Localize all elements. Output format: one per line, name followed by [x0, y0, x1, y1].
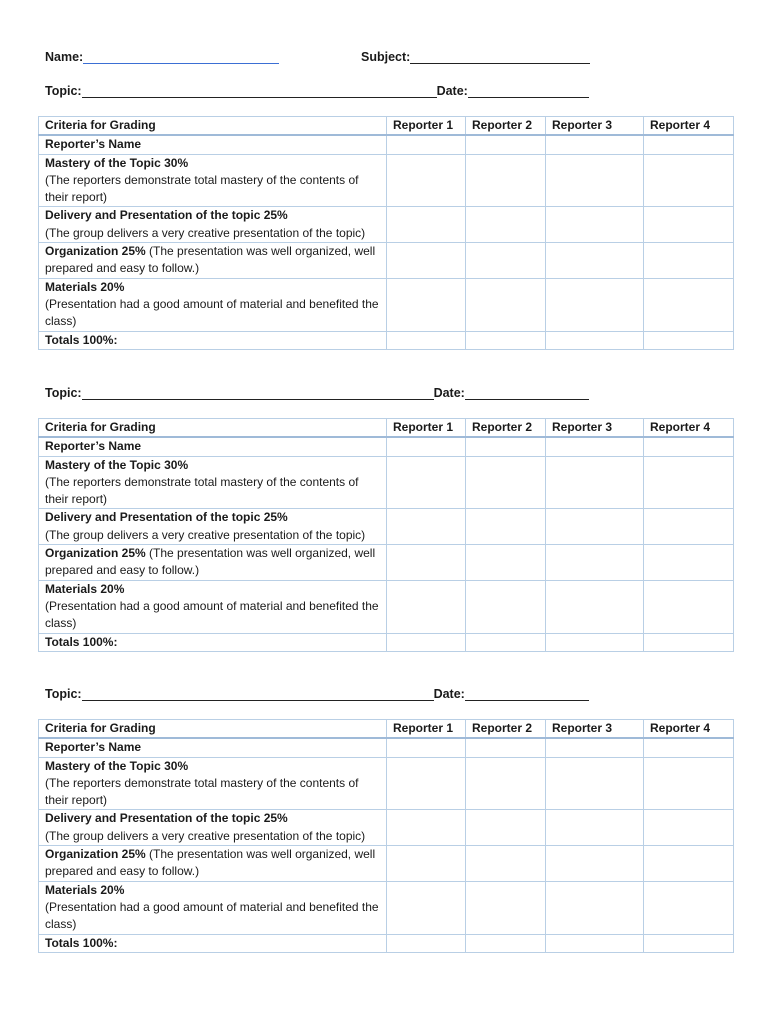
criterion-delivery: [39, 207, 387, 243]
score-cell[interactable]: [466, 278, 546, 331]
score-cell[interactable]: [466, 846, 546, 882]
score-cell[interactable]: [644, 545, 734, 581]
score-cell[interactable]: [644, 456, 734, 509]
criterion-title: Mastery of the Topic 30%: [45, 155, 189, 170]
score-cell[interactable]: [466, 810, 546, 846]
criterion-description: (Presentation had a good amount of material and benefited the class): [45, 598, 379, 631]
totals-label: Totals 100%:: [39, 934, 387, 952]
score-cell[interactable]: [466, 509, 546, 545]
total-cell[interactable]: [387, 633, 466, 651]
table-row: [39, 207, 734, 243]
topic-row: [45, 683, 589, 701]
criterion-title: Organization 25%: [45, 546, 146, 561]
criterion-title: Materials 20%: [45, 581, 125, 596]
grading-table: [38, 116, 734, 350]
subject-label: Subject:: [361, 50, 411, 64]
totals-label: Totals 100%:: [39, 331, 387, 349]
reporter-4-header: Reporter 4: [644, 419, 734, 438]
reporter-4-header: Reporter 4: [644, 720, 734, 739]
topic-label: Topic:: [45, 386, 82, 400]
score-cell[interactable]: [387, 154, 466, 207]
score-cell[interactable]: [387, 509, 466, 545]
score-cell[interactable]: [644, 154, 734, 207]
table-row: [39, 456, 734, 509]
score-cell[interactable]: [546, 278, 644, 331]
score-cell[interactable]: [387, 757, 466, 810]
table-row: [39, 881, 734, 934]
criterion-materials: [39, 278, 387, 331]
score-cell[interactable]: [466, 437, 546, 456]
topic-row: [45, 382, 589, 400]
criterion-title: Delivery and Presentation of the topic 25%: [45, 811, 288, 826]
table-row: [39, 846, 734, 882]
reporter-3-header: Reporter 3: [546, 117, 644, 136]
criterion-description: (The reporters demonstrate total mastery of the contents of their report): [45, 474, 359, 507]
date-field[interactable]: [465, 385, 589, 400]
table-row: [39, 135, 734, 154]
topic-field[interactable]: [82, 83, 437, 98]
score-cell[interactable]: [546, 154, 644, 207]
reporter-1-header: Reporter 1: [387, 720, 466, 739]
reporter-2-header: Reporter 2: [466, 117, 546, 136]
criteria-header: Criteria for Grading: [39, 117, 387, 136]
criteria-header: Criteria for Grading: [39, 720, 387, 739]
name-row: [45, 46, 279, 64]
criterion-materials: [39, 580, 387, 633]
reporters-name-label: Reporter’s Name: [39, 437, 387, 456]
score-cell[interactable]: [466, 545, 546, 581]
score-cell[interactable]: [466, 456, 546, 509]
date-label: Date:: [433, 687, 465, 701]
criterion-mastery: [39, 456, 387, 509]
criterion-description: (The presentation was well organized, well prepared and easy to follow.): [45, 244, 376, 276]
criterion-description: (Presentation had a good amount of material and benefited the class): [45, 899, 379, 932]
date-label: Date:: [433, 386, 465, 400]
score-cell[interactable]: [644, 437, 734, 456]
score-cell[interactable]: [387, 456, 466, 509]
score-cell[interactable]: [644, 738, 734, 757]
total-cell[interactable]: [546, 633, 644, 651]
total-cell[interactable]: [466, 633, 546, 651]
total-cell[interactable]: [644, 633, 734, 651]
score-cell[interactable]: [546, 456, 644, 509]
criterion-description: (Presentation had a good amount of material and benefited the class): [45, 296, 379, 329]
reporter-1-header: Reporter 1: [387, 419, 466, 438]
table-header-row: [39, 419, 734, 438]
date-field[interactable]: [465, 686, 589, 701]
criterion-organization: [39, 243, 387, 279]
reporter-2-header: Reporter 2: [466, 720, 546, 739]
table-row: [39, 437, 734, 456]
score-cell[interactable]: [546, 545, 644, 581]
score-cell[interactable]: [644, 278, 734, 331]
table-row: [39, 757, 734, 810]
criteria-header: Criteria for Grading: [39, 419, 387, 438]
score-cell[interactable]: [466, 207, 546, 243]
score-cell[interactable]: [387, 738, 466, 757]
total-cell[interactable]: [546, 331, 644, 349]
table-row: [39, 154, 734, 207]
criterion-description: (The group delivers a very creative presentation of the topic): [45, 527, 366, 542]
criterion-organization: [39, 545, 387, 581]
score-cell[interactable]: [387, 810, 466, 846]
table-row: [39, 580, 734, 633]
subject-row: [361, 46, 590, 64]
criterion-description: (The presentation was well organized, well prepared and easy to follow.): [45, 546, 376, 578]
criterion-title: Delivery and Presentation of the topic 25%: [45, 510, 288, 525]
criterion-title: Organization 25%: [45, 244, 146, 259]
criterion-description: (The group delivers a very creative presentation of the topic): [45, 828, 366, 843]
score-cell[interactable]: [546, 580, 644, 633]
criterion-materials: [39, 881, 387, 934]
table-row: [39, 934, 734, 952]
grading-table: [38, 418, 734, 652]
total-cell[interactable]: [387, 331, 466, 349]
score-cell[interactable]: [546, 135, 644, 154]
table-header-row: [39, 117, 734, 136]
score-cell[interactable]: [387, 846, 466, 882]
criterion-title: Mastery of the Topic 30%: [45, 457, 189, 472]
topic-field[interactable]: [82, 686, 434, 701]
criterion-mastery: [39, 757, 387, 810]
criterion-title: Materials 20%: [45, 279, 125, 294]
topic-row: [45, 80, 589, 98]
name-label: Name:: [45, 50, 84, 64]
reporter-2-header: Reporter 2: [466, 419, 546, 438]
score-cell[interactable]: [387, 207, 466, 243]
reporters-name-label: Reporter’s Name: [39, 135, 387, 154]
criterion-title: Mastery of the Topic 30%: [45, 758, 189, 773]
score-cell[interactable]: [644, 243, 734, 279]
score-cell[interactable]: [387, 135, 466, 154]
subject-field[interactable]: [410, 49, 590, 64]
score-cell[interactable]: [546, 846, 644, 882]
criterion-organization: [39, 846, 387, 882]
criterion-description: (The group delivers a very creative presentation of the topic): [45, 225, 366, 240]
score-cell[interactable]: [387, 881, 466, 934]
reporters-name-label: Reporter’s Name: [39, 738, 387, 757]
score-cell[interactable]: [644, 207, 734, 243]
score-cell[interactable]: [546, 243, 644, 279]
criterion-description: (The reporters demonstrate total mastery of the contents of their report): [45, 172, 359, 205]
score-cell[interactable]: [644, 580, 734, 633]
score-cell[interactable]: [466, 135, 546, 154]
table-header-row: [39, 720, 734, 739]
score-cell[interactable]: [387, 580, 466, 633]
reporter-1-header: Reporter 1: [387, 117, 466, 136]
score-cell[interactable]: [387, 545, 466, 581]
total-cell[interactable]: [466, 331, 546, 349]
score-cell[interactable]: [546, 810, 644, 846]
score-cell[interactable]: [466, 243, 546, 279]
criterion-delivery: [39, 509, 387, 545]
score-cell[interactable]: [546, 207, 644, 243]
criterion-mastery: [39, 154, 387, 207]
score-cell[interactable]: [644, 810, 734, 846]
name-field[interactable]: [83, 49, 279, 64]
score-cell[interactable]: [546, 757, 644, 810]
score-cell[interactable]: [387, 437, 466, 456]
topic-label: Topic:: [45, 84, 82, 98]
table-row: [39, 509, 734, 545]
reporter-4-header: Reporter 4: [644, 117, 734, 136]
score-cell[interactable]: [644, 509, 734, 545]
grading-table: [38, 719, 734, 953]
score-cell[interactable]: [387, 243, 466, 279]
score-cell[interactable]: [466, 580, 546, 633]
criterion-title: Organization 25%: [45, 847, 146, 862]
score-cell[interactable]: [546, 437, 644, 456]
score-cell[interactable]: [466, 881, 546, 934]
score-cell[interactable]: [546, 881, 644, 934]
total-cell[interactable]: [466, 934, 546, 952]
reporter-3-header: Reporter 3: [546, 720, 644, 739]
score-cell[interactable]: [387, 278, 466, 331]
reporter-3-header: Reporter 3: [546, 419, 644, 438]
criterion-description: (The presentation was well organized, well prepared and easy to follow.): [45, 847, 376, 879]
score-cell[interactable]: [466, 154, 546, 207]
total-cell[interactable]: [644, 331, 734, 349]
score-cell[interactable]: [644, 881, 734, 934]
table-row: [39, 545, 734, 581]
table-row: [39, 810, 734, 846]
totals-label: Totals 100%:: [39, 633, 387, 651]
score-cell[interactable]: [546, 509, 644, 545]
table-row: [39, 331, 734, 349]
total-cell[interactable]: [644, 934, 734, 952]
total-cell[interactable]: [387, 934, 466, 952]
criterion-title: Materials 20%: [45, 882, 125, 897]
score-cell[interactable]: [546, 738, 644, 757]
criterion-description: (The reporters demonstrate total mastery of the contents of their report): [45, 775, 359, 808]
score-cell[interactable]: [466, 738, 546, 757]
criterion-title: Delivery and Presentation of the topic 25%: [45, 208, 288, 223]
total-cell[interactable]: [546, 934, 644, 952]
score-cell[interactable]: [644, 135, 734, 154]
score-cell[interactable]: [644, 846, 734, 882]
table-row: [39, 243, 734, 279]
date-field[interactable]: [468, 83, 589, 98]
table-row: [39, 278, 734, 331]
score-cell[interactable]: [644, 757, 734, 810]
date-label: Date:: [436, 84, 468, 98]
topic-label: Topic:: [45, 687, 82, 701]
topic-field[interactable]: [82, 385, 434, 400]
table-row: [39, 738, 734, 757]
score-cell[interactable]: [466, 757, 546, 810]
criterion-delivery: [39, 810, 387, 846]
table-row: [39, 633, 734, 651]
